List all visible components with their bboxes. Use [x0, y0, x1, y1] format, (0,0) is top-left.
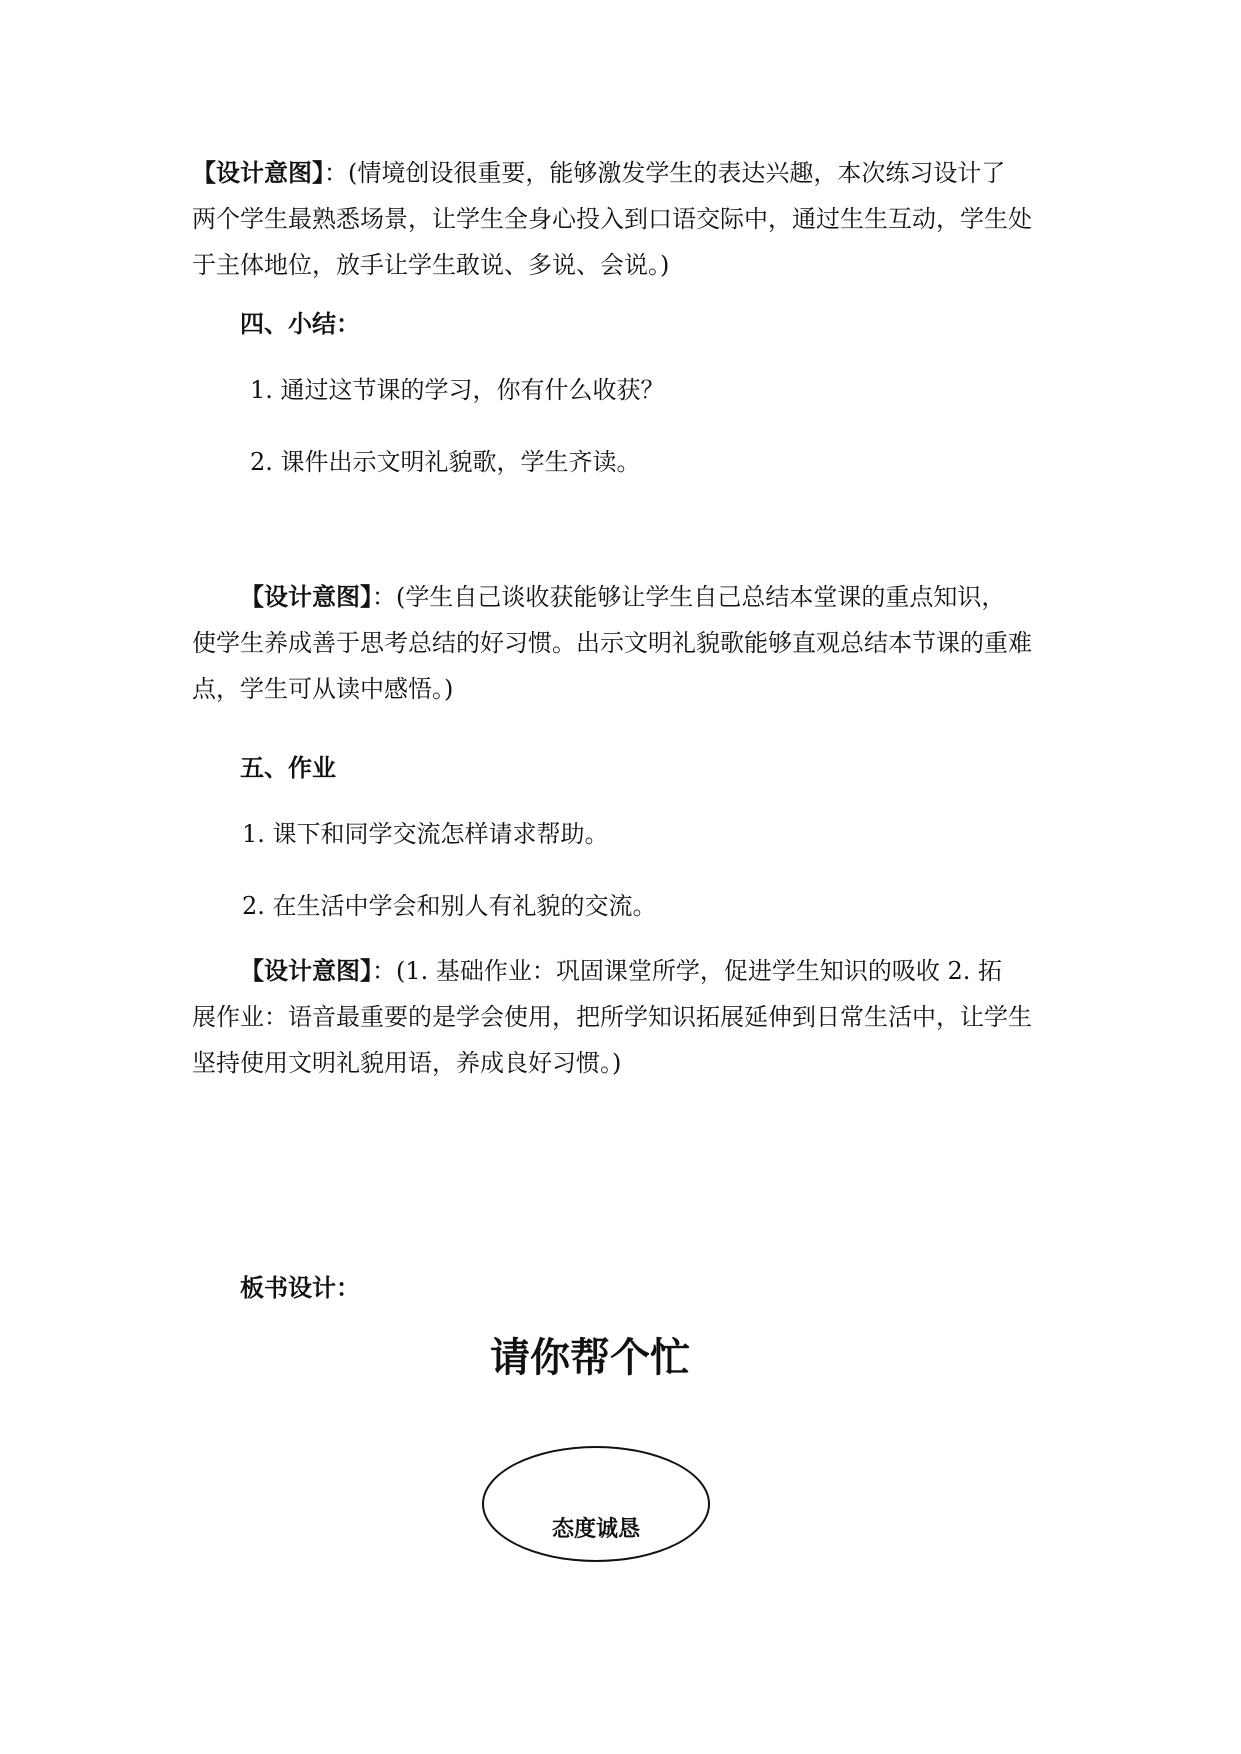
design-intent-2-label: 【设计意图】	[240, 582, 372, 611]
design-intent-2	[192, 574, 1032, 712]
section-4-item-2: 2. 课件出示文明礼貌歌，学生齐读。	[250, 448, 641, 476]
design-intent-3-label: 【设计意图】	[240, 956, 372, 985]
section-4-item-1: 1. 通过这节课的学习，你有什么收获？	[250, 376, 665, 404]
design-intent-1-line1: 【设计意图】：(情境创设很重要，能够激发学生的表达兴趣，本次练习设计了	[192, 158, 1006, 187]
board-design-heading: 板书设计：	[240, 1274, 360, 1302]
board-title: 请你帮个忙	[490, 1335, 690, 1381]
section-5-heading: 五、作业	[240, 754, 336, 782]
design-intent-3-line3: 坚持使用文明礼貌用语，养成良好习惯。)	[192, 1049, 622, 1077]
section-5-item-1: 1. 课下和同学交流怎样请求帮助。	[242, 820, 609, 848]
section-5-item-2: 2. 在生活中学会和别人有礼貌的交流。	[242, 892, 657, 920]
design-intent-1-line3: 于主体地位，放手让学生敢说、多说、会说。)	[192, 251, 670, 279]
board-ellipse	[482, 1446, 710, 1562]
design-intent-3	[192, 948, 1032, 1086]
design-intent-3-line1: 【设计意图】：(1. 基础作业：巩固课堂所学，促进学生知识的吸收 2. 拓	[240, 956, 1003, 985]
design-intent-2-line2: 使学生养成善于思考总结的好习惯。出示文明礼貌歌能够直观总结本节课的重难	[192, 629, 1032, 657]
section-4-heading: 四、小结：	[240, 310, 360, 338]
design-intent-3-line2: 展作业：语音最重要的是学会使用，把所学知识拓展延伸到日常生活中，让学生	[192, 1003, 1032, 1031]
design-intent-2-line3: 点，学生可从读中感悟。)	[192, 675, 454, 703]
design-intent-2-line1: 【设计意图】：(学生自己谈收获能够让学生自己总结本堂课的重点知识，	[240, 582, 1006, 611]
board-ellipse-text: 态度诚恳	[551, 1517, 640, 1542]
design-intent-1-label: 【设计意图】	[192, 158, 324, 187]
design-intent-1	[192, 150, 1032, 288]
design-intent-1-line2: 两个学生最熟悉场景，让学生全身心投入到口语交际中，通过生生互动，学生处	[192, 205, 1032, 233]
